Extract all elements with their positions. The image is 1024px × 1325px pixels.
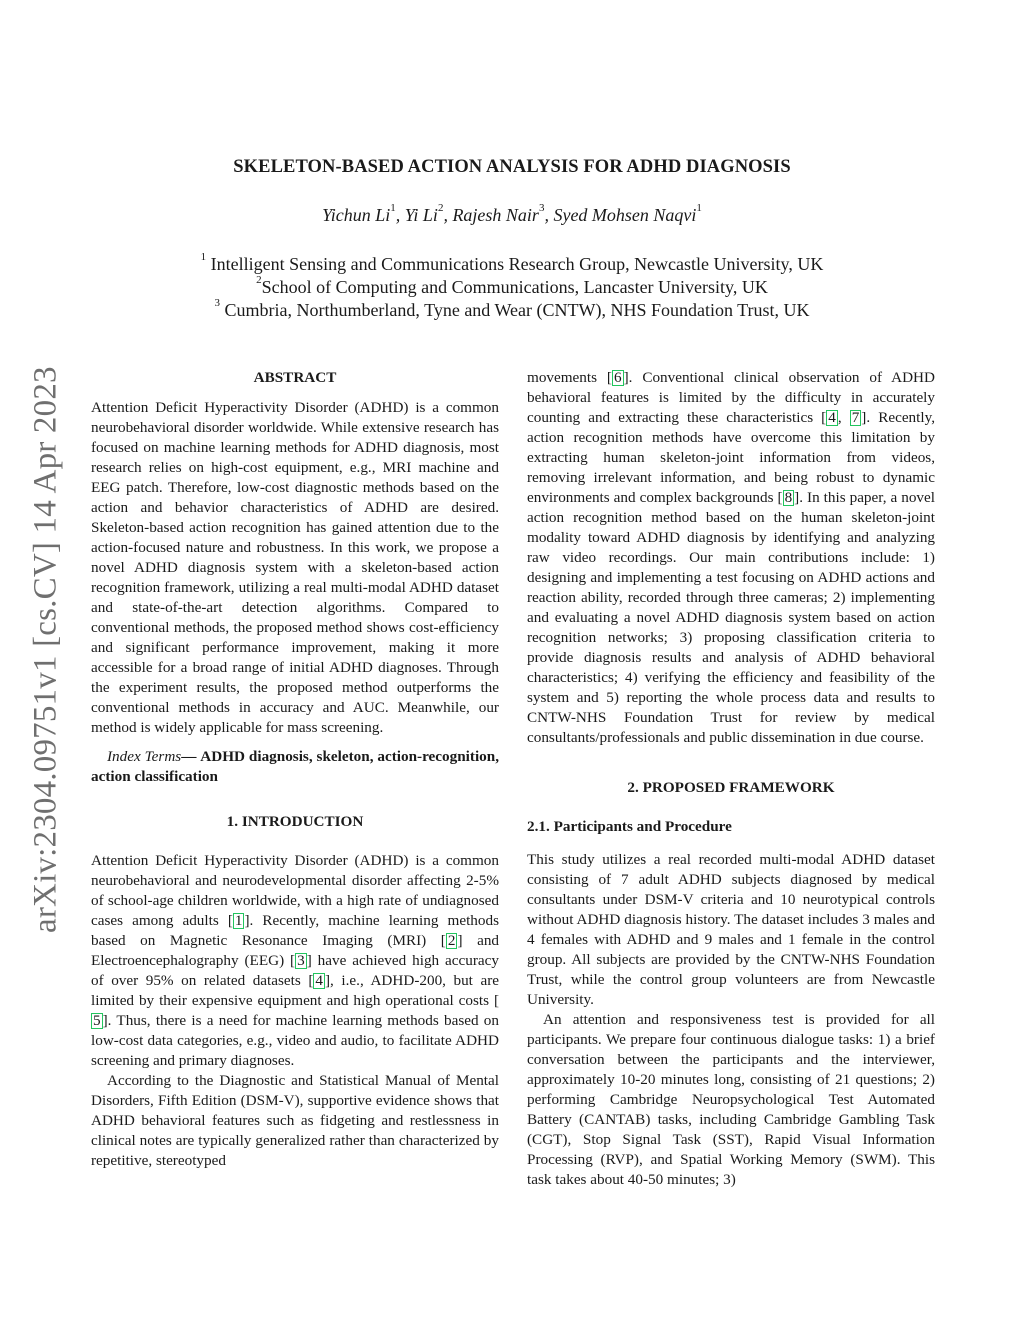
author-name: Syed Mohsen Naqvi xyxy=(553,205,697,225)
section-2-1-paragraph-1: This study utilizes a real recorded multi-modal ADHD dataset consisting of 7 adult ADHD subjects diagnosed by medical consultants under DSM-V criteria and 10 neurotypical controls without ADHD diagnosis history. The dataset includes 3 males and 4 females with ADHD and 9 males and 1 female in the control group. All subjects are provided by the CNTW-NHS Foundation Trust, while the control group volunteers are from Newcastle University. xyxy=(527,851,935,1008)
author-name: Yi Li xyxy=(404,205,438,225)
right-column xyxy=(527,368,935,1190)
author-name: Rajesh Nair xyxy=(452,205,539,225)
author-name: Yichun Li xyxy=(322,205,391,225)
author-list: Yichun Li$^1$, Yi Li$^2$, Rajesh Nair$^3$, Syed Mohsen Naqvi$^1$ xyxy=(322,202,702,225)
citation-link[interactable]: 6 xyxy=(613,369,622,386)
arxiv-identifier: arXiv:2304.09751v1 [cs.CV] 14 Apr 2023 xyxy=(27,366,64,934)
intro-paragraph-3: movements [ 6 ]. Conventional clinical observation of ADHD behavioral features is limited by the difficulty in accurately counting and extracting these characteristics [ 4 , 7 ]. Recently, action recognition methods have overcome this limitation by extracting human skeleton-joint information from videos, removing irrelevant information, and being robust to dynamic environments and complex backgrounds [ 8 ]. In this paper, a novel action recognition method based on the human skeleton-joint modality toward ADHD diagnosis by identifying and analyzing raw video recordings. Our main contributions include: 1) designing and implementing a test focusing on ADHD actions and reaction ability, recorded through three cameras; 2) implementing and evaluating a novel ADHD diagnosis system based on action recognition networks; 3) proposing classification criteria to provide diagnosis results and analysis of ADHD behavioral characteristics; 4) verifying the efficiency and feasibility of the system and 5) reporting the whole process data and results to CNTW-NHS Foundation Trust for review by medical consultants/professionals and public dissemination in due course. xyxy=(527,369,935,746)
author-affil-mark: 1 xyxy=(390,202,396,214)
affiliation-3 xyxy=(0,297,1024,321)
citation-link[interactable]: 4 xyxy=(315,972,323,989)
intro-paragraph-2: According to the Diagnostic and Statistical Manual of Mental Disorders, Fifth Edition (DSM-V), supportive evidence shows that ADHD behavioral features such as fidgeting and restlessness in clinical notes are typically generalized rather than characterized by repetitive, stereotyped xyxy=(91,1072,499,1169)
citation-link[interactable]: 8 xyxy=(784,489,793,506)
subsection-2-1-heading: 2.1. Participants and Procedure xyxy=(527,818,732,835)
affil-mark: 1 xyxy=(200,251,207,263)
index-terms-label: Index Terms xyxy=(107,748,182,765)
affiliation-1 xyxy=(0,251,1024,275)
intro-paragraph-1: Attention Deficit Hyperactivity Disorder (ADHD) is a common neurobehavioral and neurodevelopmental disorder affecting 2-5% of school-age children worldwide, with a high rate of undiagnosed cases among adults [ 1 ]. Recently, machine learning methods based on Magnetic Resonance Imaging (MRI) [ 2 ] and Electroencephalography (EEG) [ 3 ] have achieved high accuracy of over 95% on related datasets [ 4 ], i.e., ADHD-200, but are limited by their expensive equipment and high operational costs [5 ]. Thus, there is a need for machine learning methods based on low-cost data categories, e.g., video and audio, to facilitate ADHD screening and primary diagnoses. xyxy=(91,852,500,1069)
abstract-heading: ABSTRACT xyxy=(253,369,337,386)
citation-link[interactable]: 5 xyxy=(93,1012,101,1029)
paper-title: SKELETON-BASED ACTION ANALYSIS FOR ADHD DIAGNOSIS xyxy=(233,157,791,177)
intro-heading: 1. INTRODUCTION xyxy=(226,813,364,830)
affil-text: Cumbria, Northumberland, Tyne and Wear (CNTW), NHS Foundation Trust, UK xyxy=(224,300,810,320)
author-affil-mark: 2 xyxy=(437,202,444,214)
citation-link[interactable]: 3 xyxy=(297,952,305,969)
affil-mark: 3 xyxy=(214,297,220,309)
citation-link[interactable]: 4 xyxy=(828,409,836,426)
index-terms-dash: — xyxy=(181,748,197,765)
citation-link[interactable]: 2 xyxy=(447,932,456,949)
citation-link[interactable]: 7 xyxy=(851,409,860,426)
author-affil-mark: 1 xyxy=(696,202,702,214)
section-2-1-paragraph-2: An attention and responsiveness test is provided for all participants. We prepare four continuous dialogue tasks: 1) a brief conversation between the participants and the interviewer, approximately 10-20 minutes long, consisting of 21 questions; 2) performing Cambridge Neuropsychological Test Automated Battery (CANTAB) tasks, including Cambridge Gambling Task (CGT), Stop Signal Task (SST), Rapid Visual Information Processing (RVP), and Spatial Working Memory (SWM). This task takes about 40-50 minutes; 3) xyxy=(527,1011,935,1188)
affil-text: Intelligent Sensing and Communications Research Group, Newcastle University, UK xyxy=(210,254,824,274)
index-terms xyxy=(91,747,499,787)
index-terms-text: ADHD diagnosis, skeleton, action-recognition, action classification xyxy=(91,748,500,785)
section-2-heading: 2. PROPOSED FRAMEWORK xyxy=(627,779,835,796)
author-affil-mark: 3 xyxy=(538,202,545,214)
affil-text: School of Computing and Communications, Lancaster University, UK xyxy=(261,277,768,297)
abstract-text: Attention Deficit Hyperactivity Disorder (ADHD) is a common neurobehavioral disorder worldwide. While extensive research has focused on machine learning methods for ADHD diagnosis, most research relies on high-cost equipment, e.g., MRI machine and EEG patch. Therefore, low-cost diagnostic methods based on the action and behavior characteristics of ADHD are desired. Skeleton-based action recognition has gained attention due to the action-focused nature and robustness. In this work, we propose a novel ADHD diagnosis system with a skeleton-based action recognition framework, utilizing a real multi-modal ADHD dataset and state-of-the-art detection algorithms. Compared to conventional methods, the proposed method shows cost-efficiency and significant performance improvement, making it more accessible for a broad range of initial ADHD diagnoses. Through the experiment results, the proposed method outperforms the conventional methods in accuracy and AUC. Meanwhile, our method is widely applicable for mass screening. xyxy=(91,399,499,736)
affil-mark: 2 xyxy=(256,274,262,286)
left-column xyxy=(91,368,499,1171)
affiliation-2 xyxy=(0,274,1024,298)
citation-link[interactable]: 1 xyxy=(234,912,243,929)
